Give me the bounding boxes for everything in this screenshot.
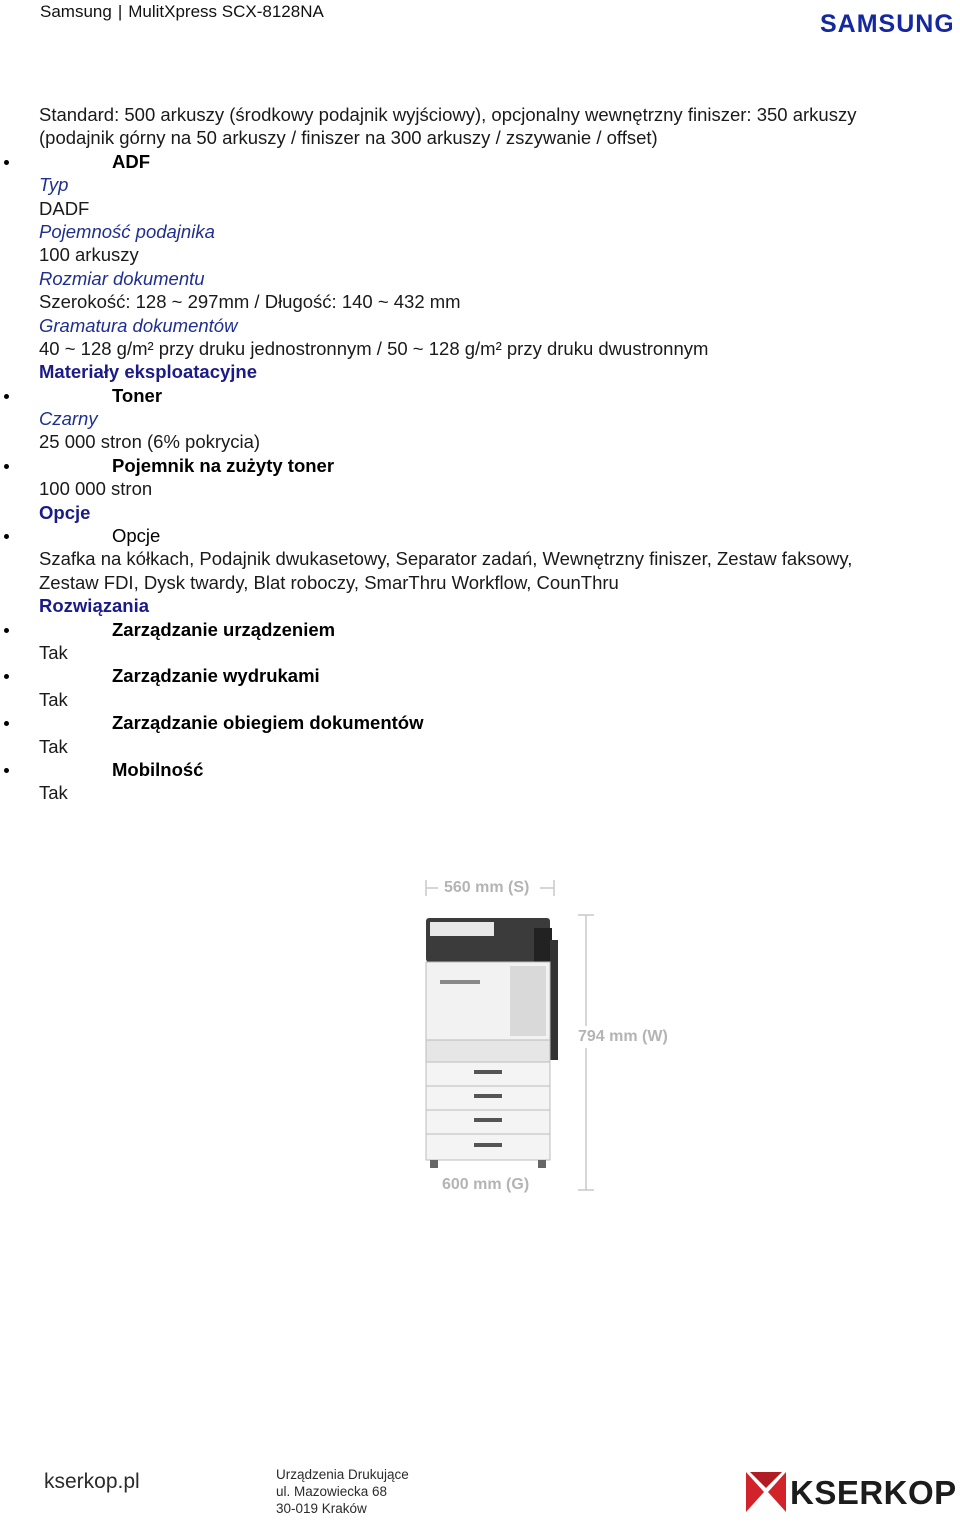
spec-label: Typ: [39, 174, 69, 196]
spec-value: 100 arkuszy: [39, 244, 139, 266]
spec-value: 40 ~ 128 g/m² przy druku jednostronnym / 50 ~ 128 g/m² przy druku dwustronnym: [39, 337, 709, 359]
bullet-heading: Mobilność: [0, 758, 960, 781]
height-dimension-label: 794 mm (W): [578, 1028, 668, 1045]
spec-value: Tak: [39, 688, 68, 710]
samsung-logo-text: SAMSUNG: [820, 10, 952, 36]
header-separator: |: [117, 2, 123, 21]
bullet-heading: Toner: [0, 384, 960, 407]
depth-dimension-label: 600 mm (G): [442, 1176, 530, 1193]
width-dimension-label: 560 mm (S): [444, 879, 530, 896]
footer-address: [276, 1466, 409, 1517]
spec-label: Gramatura dokumentów: [39, 314, 238, 336]
bullet-heading: Pojemnik na zużyty toner: [0, 454, 960, 477]
spec-value: Szerokość: 128 ~ 297mm / Długość: 140 ~ 432 mm: [39, 291, 461, 313]
product-dimension-image: [400, 870, 700, 1210]
spec-label: Rozmiar dokumentu: [39, 267, 205, 289]
spec-label: Pojemność podajnika: [39, 220, 215, 242]
spec-value: 25 000 stron (6% pokrycia): [39, 431, 261, 453]
spec-value: (podajnik górny na 50 arkuszy / finiszer na 300 arkuszy / zszywanie / offset): [39, 127, 658, 149]
section-heading: Opcje: [39, 501, 91, 523]
address-line-3: 30-019 Kraków: [276, 1501, 367, 1516]
bullet-heading: Opcje: [0, 524, 960, 547]
spec-value: Tak: [39, 641, 68, 663]
kserkop-logo-icon: [744, 1470, 788, 1519]
address-line-1: Urządzenia Drukujące: [276, 1467, 409, 1482]
page-footer: [0, 1460, 960, 1522]
spec-value: Zestaw FDI, Dysk twardy, Blat roboczy, SmarThru Workflow, CounThru: [39, 571, 619, 593]
spec-content: [0, 103, 960, 805]
spec-value: Standard: 500 arkuszy (środkowy podajnik wyjściowy), opcjonalny wewnętrzny finiszer: 350 arkuszy: [39, 104, 857, 125]
page-header: [0, 0, 960, 40]
spec-value: Szafka na kółkach, Podajnik dwukasetowy, Separator zadań, Wewnętrzny finiszer, Zestaw faksowy,: [39, 548, 853, 570]
header-model: MulitXpress SCX-8128NA: [128, 2, 324, 21]
spec-value: 100 000 stron: [39, 478, 153, 500]
spec-label: Czarny: [39, 408, 98, 430]
bullet-heading: Zarządzanie wydrukami: [0, 664, 960, 687]
header-brand-text: Samsung: [40, 2, 112, 21]
samsung-logo: [820, 10, 952, 41]
section-heading: Materiały eksploatacyjne: [39, 361, 257, 383]
bullet-heading: Zarządzanie obiegiem dokumentów: [0, 711, 960, 734]
address-line-2: ul. Mazowiecka 68: [276, 1484, 388, 1499]
section-heading: Rozwiązania: [39, 595, 149, 617]
kserkop-logo-text: KSERKOP: [790, 1474, 957, 1511]
bullet-heading: ADF: [0, 150, 960, 173]
spec-value: Tak: [39, 735, 68, 757]
spec-value: DADF: [39, 197, 90, 219]
bullet-heading: Zarządzanie urządzeniem: [0, 618, 960, 641]
footer-site: kserkop.pl: [44, 1470, 140, 1493]
header-title: [40, 2, 324, 22]
spec-value: Tak: [39, 782, 68, 804]
